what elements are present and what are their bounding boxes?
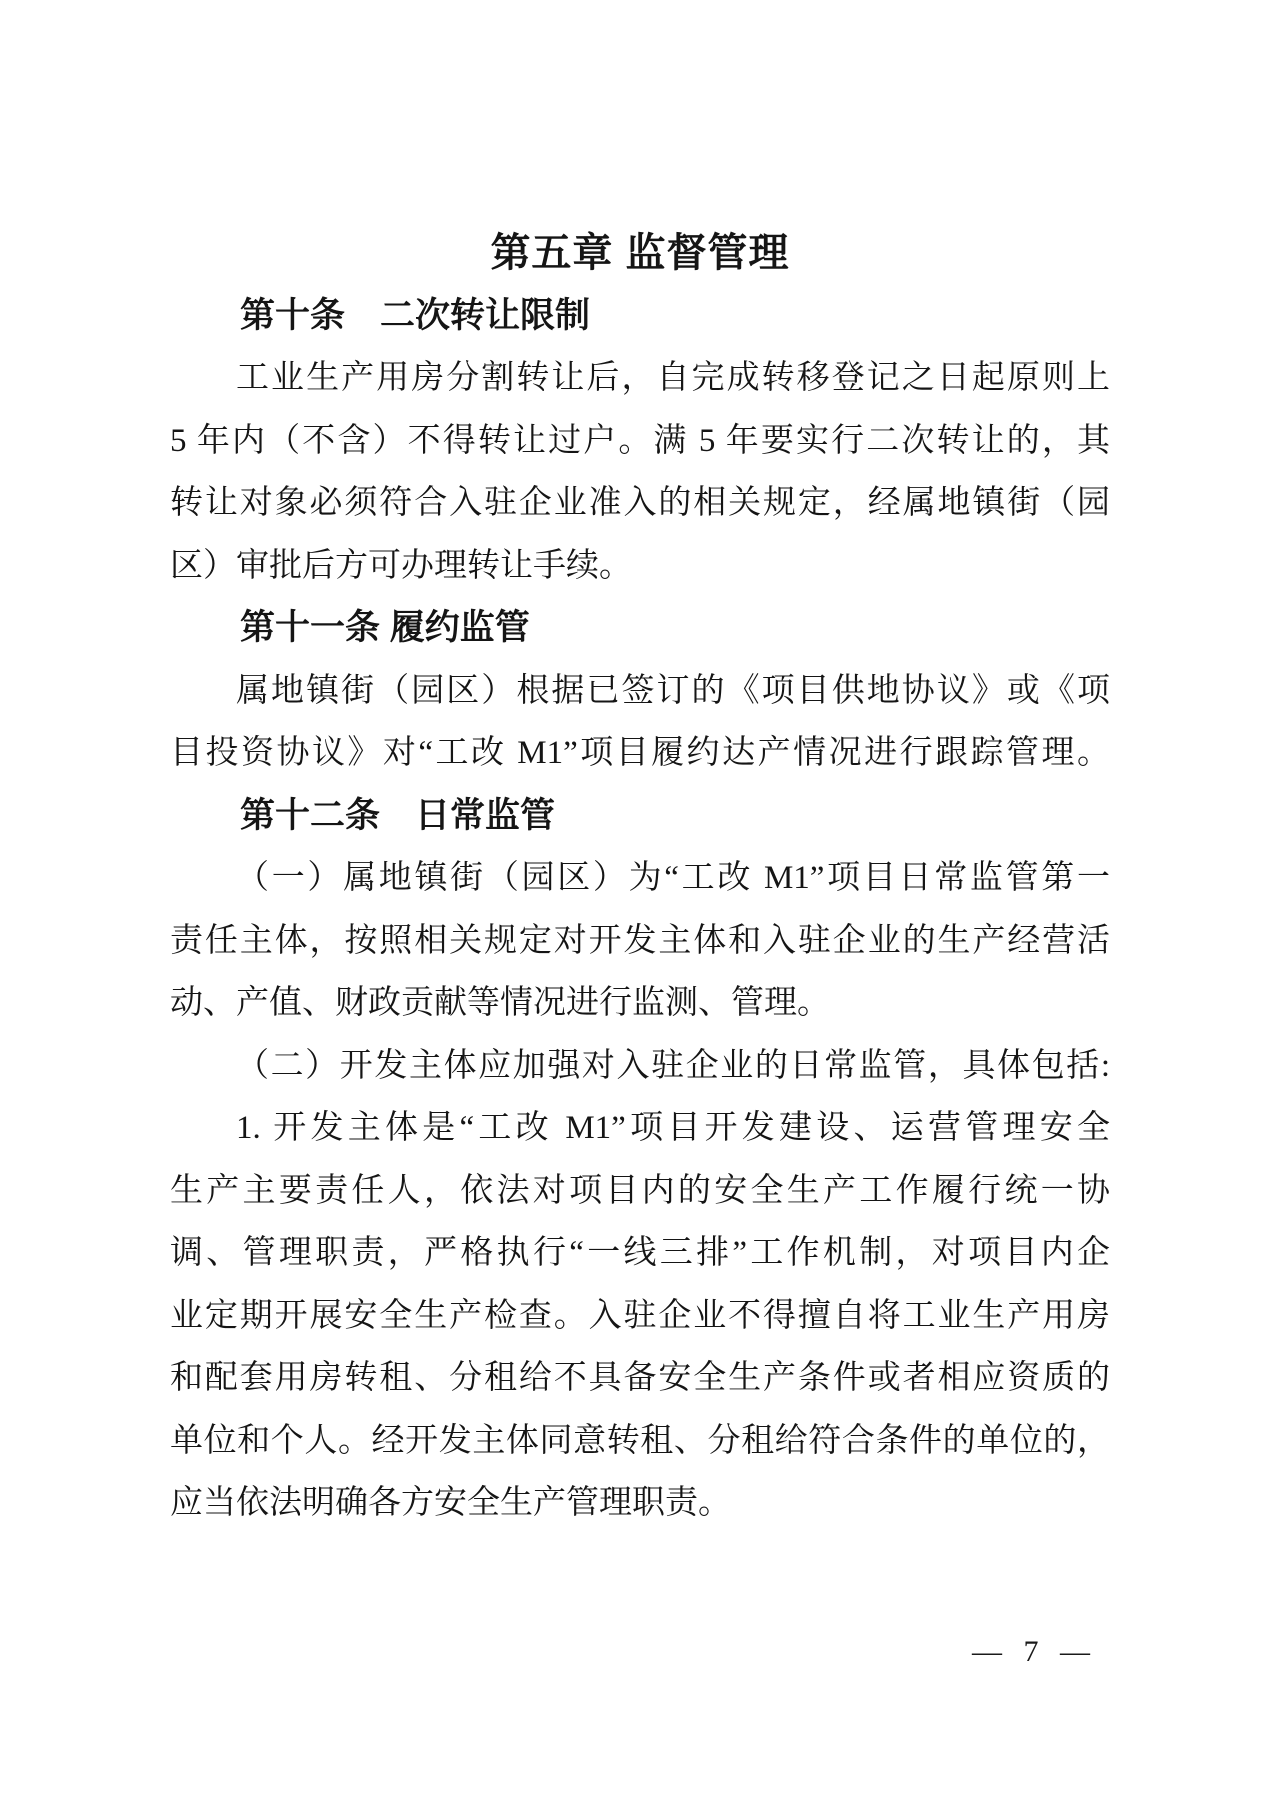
body-line: 和配套用房转租、分租给不具备安全生产条件或者相应资质的 — [170, 1360, 1110, 1396]
body-line: 生产主要责任人，依法对项目内的安全生产工作履行统一协 — [170, 1172, 1110, 1209]
body-line: 业定期开展安全生产检查。入驻企业不得擅自将工业生产用房 — [170, 1297, 1110, 1334]
article-heading: 第十一条 履约监管 — [240, 608, 530, 647]
article-heading: 第十条 二次转让限制 — [240, 295, 591, 335]
body-line: 应当依法明确各方安全生产管理职责。 — [170, 1485, 731, 1521]
page-body — [170, 222, 1110, 1535]
page-number: — 7 — — [972, 1635, 1090, 1668]
body-line: 5 年内（不含）不得转让过户。满 5 年要实行二次转让的，其 — [170, 422, 1110, 459]
body-line: （二）开发主体应加强对入驻企业的日常监管，具体包括: — [236, 1047, 1110, 1084]
body-line: 工业生产用房分割转让后，自完成转移登记之日起原则上 — [236, 360, 1110, 396]
body-line: 转让对象必须符合入驻企业准入的相关规定，经属地镇街（园 — [170, 485, 1110, 521]
article-heading: 第十二条 日常监管 — [240, 795, 556, 835]
body-line: 责任主体，按照相关规定对开发主体和入驻企业的生产经营活 — [170, 922, 1110, 959]
body-line: 动、产值、财政贡献等情况进行监测、管理。 — [170, 985, 830, 1021]
body-line: 区）审批后方可办理转让手续。 — [170, 547, 632, 584]
chapter-title: 第五章 监督管理 — [490, 231, 790, 275]
body-line: 目投资协议》对“工改 M1”项目履约达产情况进行跟踪管理。 — [170, 735, 1110, 771]
body-line: 单位和个人。经开发主体同意转租、分租给符合条件的单位的， — [170, 1422, 1110, 1459]
body-line: 属地镇街（园区）根据已签订的《项目供地协议》或《项 — [236, 672, 1110, 709]
body-line: 1. 开发主体是“工改 M1”项目开发建设、运营管理安全 — [236, 1110, 1110, 1146]
body-line: （一）属地镇街（园区）为“工改 M1”项目日常监管第一 — [236, 860, 1110, 896]
body-line: 调、管理职责，严格执行“一线三排”工作机制，对项目内企 — [170, 1235, 1110, 1271]
